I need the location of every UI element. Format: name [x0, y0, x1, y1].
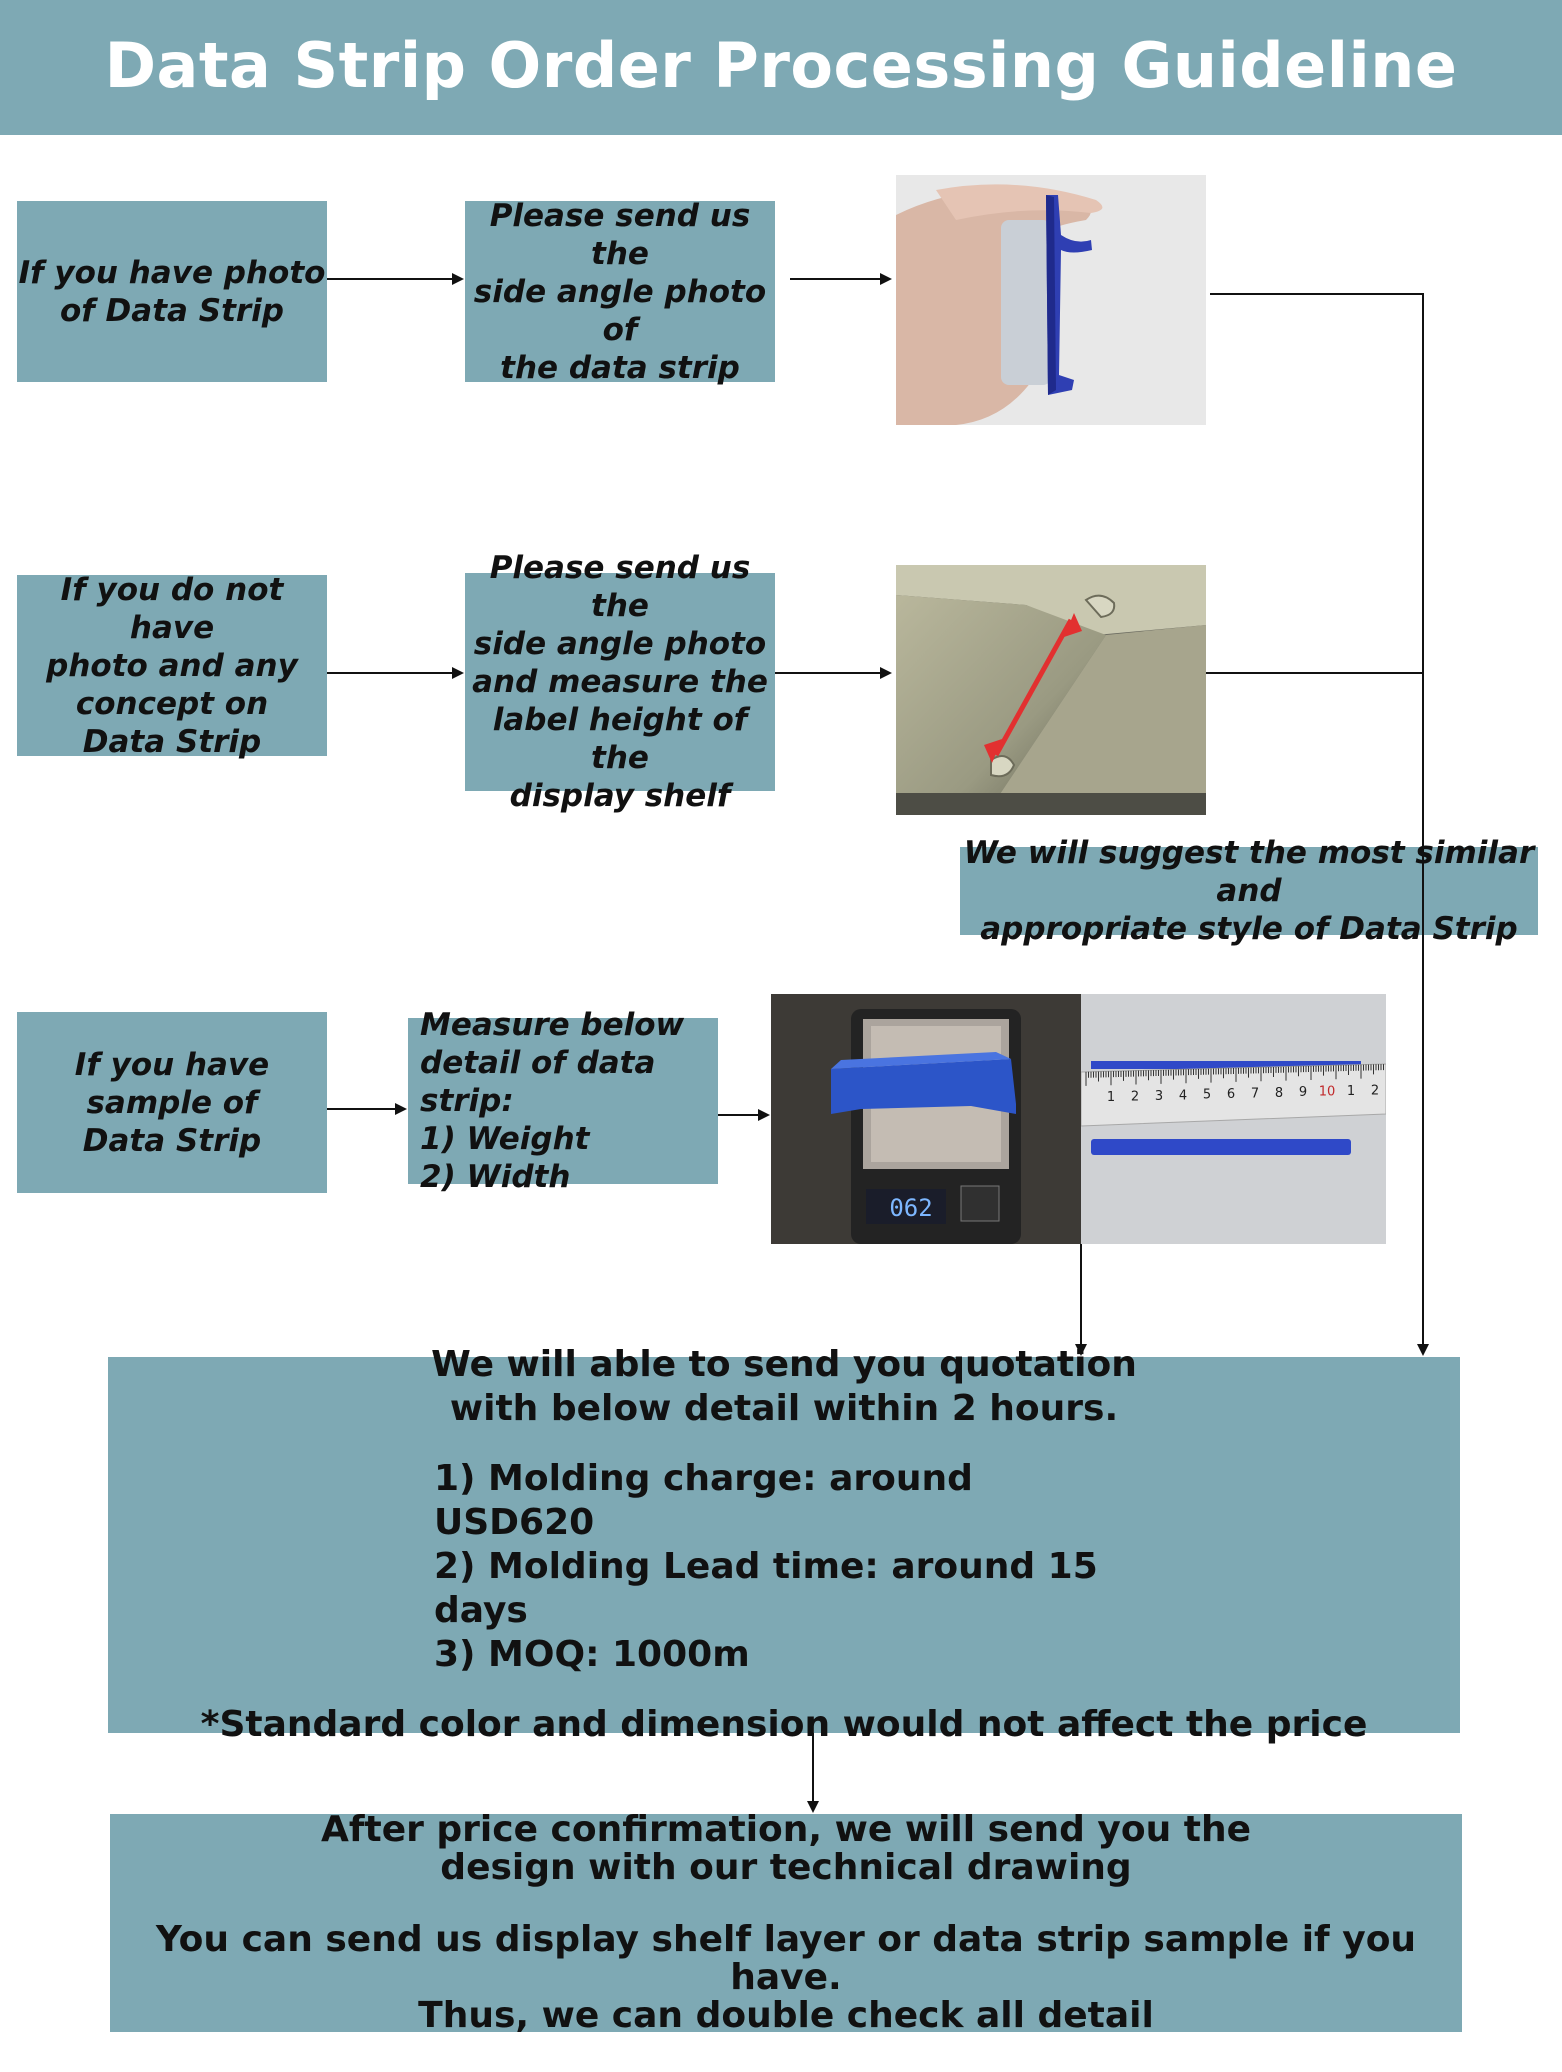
row3-condition-text: If you have sample of Data Strip [74, 1046, 270, 1159]
row2-action-text: Please send us the side angle photo and measure the label height of the display shelf [472, 550, 768, 814]
confirmation-line1: After price confirmation, we will send you the design with our technical drawing [320, 1809, 1252, 1888]
ruler-tick-label: 10 [1318, 1084, 1336, 1100]
ruler-tick-label: 1 [1346, 1083, 1356, 1099]
ruler-tick-label: 7 [1250, 1086, 1260, 1102]
quotation-item: 1) Molding charge: around USD620 [434, 1458, 973, 1543]
page-title: Data Strip Order Processing Guideline [104, 29, 1458, 102]
ruler-tick-label: 1 [1106, 1090, 1116, 1106]
ruler-tick-label: 4 [1178, 1088, 1188, 1104]
quotation-note: *Standard color and dimension would not affect the price [200, 1704, 1368, 1745]
row1-condition-text: If you have photo of Data Strip [18, 254, 326, 329]
ruler-tick-label: 2 [1130, 1089, 1140, 1105]
row3-action-text: Measure below detail of data strip: 1) Weight 2) Width [420, 1007, 685, 1195]
ruler-tick-label: 6 [1226, 1087, 1236, 1103]
row2-condition-text: If you do not have photo and any concept on Data Strip [46, 571, 298, 760]
ruler-tick-label: 8 [1274, 1085, 1284, 1101]
ruler-tick-label: 9 [1298, 1085, 1308, 1101]
quotation-heading: We will able to send you quotation with below detail within 2 hours. [431, 1344, 1137, 1429]
quotation-item: 2) Molding Lead time: around 15 days [434, 1546, 1098, 1631]
ruler-tick-label: 2 [1370, 1083, 1380, 1099]
quotation-item: 3) MOQ: 1000m [434, 1634, 750, 1675]
ruler-tick-label: 3 [1154, 1088, 1164, 1104]
suggestion-text: We will suggest the most similar and appropriate style of Data Strip [963, 835, 1535, 947]
ruler-tick-label: 5 [1202, 1087, 1212, 1103]
row1-action-text: Please send us the side angle photo of the data strip [473, 197, 767, 386]
scale-reading: 062 [889, 1194, 933, 1222]
confirmation-line2: You can send us display shelf layer or data strip sample if you have. Thus, we can double check all detail [155, 1919, 1417, 2036]
